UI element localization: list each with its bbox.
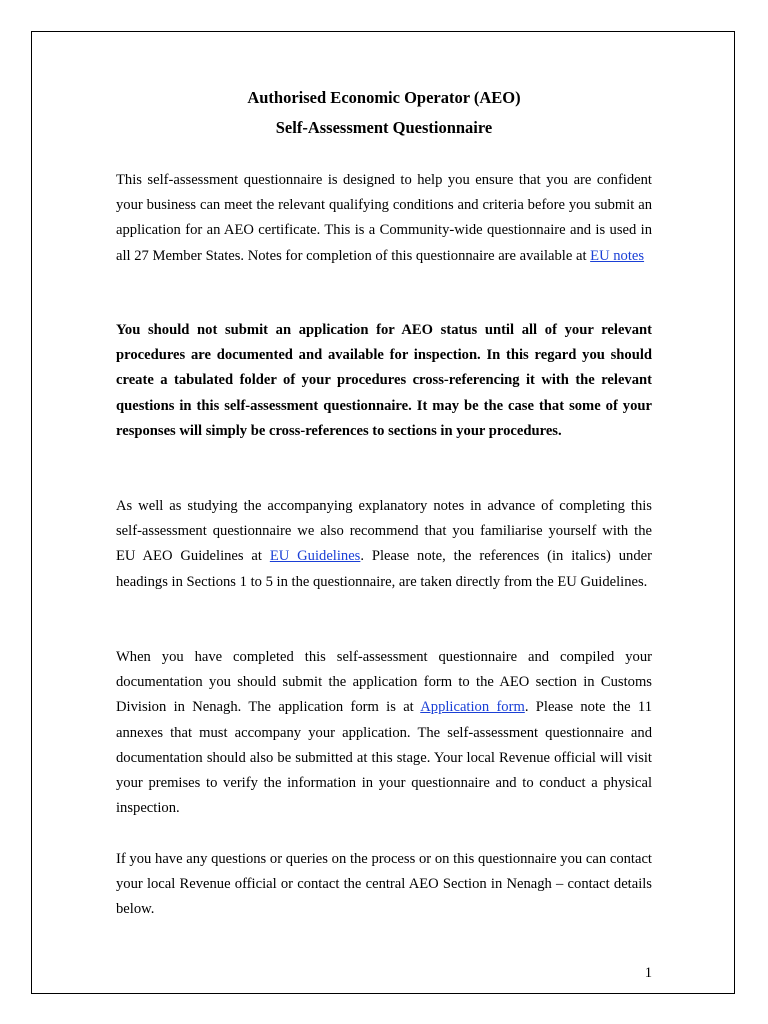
- submission-paragraph: [116, 645, 652, 821]
- guidelines-paragraph-text: As well as studying the accompanying explanatory notes in advance of completing this self-assessment questionnaire we also recommend that you familiarise yourself with the EU AEO Guidelines at: [116, 498, 652, 565]
- page-number: 1: [644, 965, 652, 981]
- contact-paragraph: If you have any questions or queries on the process or on this questionnaire you can contact your local Revenue official or contact the central AEO Section in Nenagh – contact details below.: [116, 851, 652, 918]
- warning-paragraph: You should not submit an application for AEO status until all of your relevant procedures are documented and available for inspection. In this regard you should create a tabulated folder of your procedures cross-referencing it with the relevant questions in this self-assessment questionnaire. It may be the case that some of your responses will simply be cross-references to sections in your procedures.: [116, 322, 652, 439]
- document-subtitle: Self-Assessment Questionnaire: [275, 118, 493, 137]
- intro-paragraph-text: This self-assessment questionnaire is designed to help you ensure that you are confident your business can meet the relevant qualifying conditions and criteria before you submit an application for an AEO certificate. This is a Community-wide questionnaire and is used in all 27 Member States. Notes for completion of this questionnaire are available at: [116, 172, 652, 264]
- guidelines-paragraph-tail: . Please note, the references (in italics) under headings in Sections 1 to 5 in the questionnaire, are taken directly from the EU Guidelines.: [116, 548, 652, 590]
- application-form-link[interactable]: Application form: [420, 699, 525, 716]
- eu-notes-link[interactable]: EU notes: [590, 247, 645, 264]
- document-title: Authorised Economic Operator (AEO): [247, 88, 521, 107]
- intro-paragraph: [116, 168, 652, 269]
- submission-paragraph-text: When you have completed this self-assessment questionnaire and compiled your documentation you should submit the application form to the AEO section in Customs Division in Nenagh. The application form is at: [116, 649, 652, 716]
- submission-paragraph-tail: . Please note the 11 annexes that must accompany your application. The self-assessment questionnaire and documentation should also be submitted at this stage. Your local Revenue official will visit your premises to verify the information in your questionnaire and to conduct a physical inspection.: [116, 699, 652, 817]
- guidelines-paragraph: [116, 494, 652, 595]
- eu-guidelines-link[interactable]: EU Guidelines: [269, 548, 361, 565]
